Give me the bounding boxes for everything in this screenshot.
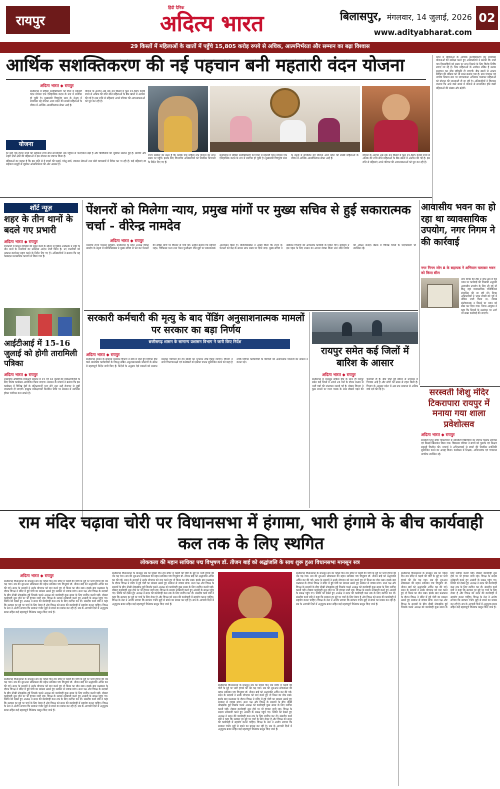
- residential-deck: नगर निगम जोन 8 के सहायक ने अभियान चलाकर भवन को किया सील: [421, 266, 496, 275]
- lead-photo-left: [148, 86, 208, 152]
- lead-body-col3: [6, 152, 146, 192]
- left-story2-byline: अदित्य भारत ◆ रायपुर: [4, 372, 38, 377]
- website[interactable]: www.adityabharat.com: [373, 28, 472, 37]
- divider: [82, 200, 83, 520]
- lead-headline: आर्थिक सशक्तिकरण की नई पहचान बनी महतारी वंदन योजना: [6, 56, 405, 76]
- pension-headline: पेंशनरों को मिलेगा न्याय, प्रमुख मांगों पर मुख्य सचिव से हुई सकारात्मक चर्चा - वीरेन्द्र नामदेव: [86, 202, 411, 233]
- lead-para: छत्तीसगढ़ में महिला सशक्तिकरण को दिशा में महतारी वंदन योजना एक ऐतिहासिक कदम के रूप में स्थापित हो चुकी है। मुख्यमंत्री विष्णुदेव साय के नेतृत्व में संचालित यह योजना आज प्रदेश की लाखों महिलाओं के जीवन में आर्थिक आत्मविश्वास लेकर आई है।: [219, 154, 359, 161]
- pension-byline: अदित्य भारत ◆ रायपुर: [110, 238, 144, 243]
- residential-headline: आवासीय भवन का हो रहा था व्यावसायिक उपयोग, नगर निगम ने की कार्रवाई: [421, 202, 496, 248]
- lead-para: छत्तीसगढ़ में महिला सशक्तिकरण को दिशा में महतारी वंदन योजना एक ऐतिहासिक कदम के रूप में स्थापित हो चुकी है। मुख्यमंत्री विष्णुदेव साय के नेतृत्व में संचालित यह योजना आज प्रदेश की लाखों महिलाओं के जीवन में आर्थिक आत्मविश्वास लेकर आई है।: [30, 90, 82, 107]
- left-story2-body: शासकीय औद्योगिक प्रशिक्षण संस्थान में 15 एवं 16 जुलाई को प्रशिक्षणार्थियों के लिए विशेष कार्यक्रम आयोजित किया जाएगा। संस्थान के प्राचार्य ने बताया कि इस कार्यक्रम में विभिन्न ट्रेडों के प्रशिक्षणार्थी भाग लेंगे तथा उन्हें रोजगार से जुड़ी जानकारी दी जाएगी। इच्छुक प्रशिक्षणार्थी निर्धारित तिथि पर संस्थान में उपस्थित होकर पंजीयन करा सकते हैं।: [4, 378, 80, 395]
- govt-deck: छत्तीसगढ़ शासन के सामान्य प्रशासन विभाग ने जारी किए निर्देश: [100, 339, 290, 349]
- assembly-headline: राम मंदिर चढ़ावा चोरी पर विधानसभा में हंगामा, भारी हंगामे के बीच कार्यवाही कल तक के लिए स्थगित: [19, 513, 483, 553]
- pension-body: भारतीय राज्य पेंशनर्स महासंघ, छत्तीसगढ़ के प्रदेश अध्यक्ष वीरेन्द्र नामदेव के नेतृत्व में प्रतिनिधिमंडल ने मुख्य सचिव से भेंट कर पेंशनरों की लंबित मांगों पर विस्तार से चर्चा की। उन्होंने बताया कि महंगाई राहत, चिकित्सा भत्ता तथा पेंशन पुनरीक्षण जैसे मुद्दों पर सकारात्मक आश्वासन मिला है। प्रतिनिधिमंडल ने आग्रह किया कि राज्य के पेंशनरों को केंद्र के समान लाभ समय पर दिया जाए। मुख्य सचिव ने संबंधित विभागों को आवश्यक कार्रवाई के निर्देश दिए। महासंघ ने इस पहल के लिए शासन का आभार व्यक्त किया तथा शीघ्र निर्णय की अपेक्षा जताई। बैठक में विभिन्न जिलों के पदाधिकारी भी उपस्थित रहे।: [86, 244, 416, 251]
- page-number: 02: [476, 6, 498, 30]
- left-story1-body: राजधानी में कानून व्यवस्था को सुदृढ़ करने के उद्देश्य से पुलिस अधीक्षक ने शहर के तीन थानों के प्रभारियों का तबादला आदेश जारी किया है। नए प्रभारियों को तत्काल कार्यभार ग्रहण करने के निर्देश दिए गए हैं। अधिकारियों ने बताया कि यह फेरबदल प्रशासनिक कारणों से किया गया है।: [4, 245, 80, 259]
- assembly-body-col5: छत्तीसगढ़ विधानसभा के मानसून सत्र का पहला दिन राम मंदिर में चढ़ावे की चोरी के मुद्दे पर भारी हंगामे की भेंट चढ़ गया। सत्र की शुरुआत लोककला की महान साधिका पद्म विभूषण डॉ. तीजन बाई को श्रद्धांजलि अर्पित कर की गई। सदन के सदस्यों ने उनके योगदान को याद करते हुए दो मिनट का मौन रखा। इसके बाद प्रश्नकाल के दौरान विपक्ष ने मंदिर में हुई चोरी का मामला उठाते हुए सरकार से जवाब मांगा। सत्ता पक्ष और विपक्ष के सदस्यों के बीच तीखी नोकझोंक हुई जिसके चलते अध्यक्ष को कार्यवाही कुछ समय के लिए स्थगित करनी पड़ी। दोबारा कार्यवाही शुरू होने पर भी हंगामा जारी रहा। विपक्ष के सदस्य नारेबाजी करते हुए आसंदी के समक्ष पहुंच गए। स्थिति को देखते हुए अध्यक्ष ने सदन की कार्यवाही कल तक के लिए स्थगित कर दी। संसदीय कार्य मंत्री ने कहा कि सरकार हर मुद्दे पर चर्चा के लिए तैयार है और विपक्ष को सदन की कार्यवाही में सहयोग करना चाहिए। विपक्ष के नेता ने आरोप लगाया कि सरकार गंभीर मुद्दों से बचने का प्रयास कर रही है। सत्र के आगामी दिनों में अनुपूरक बजट सहित कई महत्वपूर्ण विधेयक प्रस्तुत किए जाने हैं।: [296, 572, 396, 606]
- rain-byline: अदित्य भारत ◆ रायपुर: [322, 372, 356, 377]
- assembly-body-col3: छत्तीसगढ़ विधानसभा के मानसून सत्र का पहला दिन राम मंदिर में चढ़ावे की चोरी के मुद्दे पर भारी हंगामे की भेंट चढ़ गया। सत्र की शुरुआत लोककला की महान साधिका पद्म विभूषण डॉ. तीजन बाई को श्रद्धांजलि अर्पित कर की गई। सदन के सदस्यों ने उनके योगदान को याद करते हुए दो मिनट का मौन रखा। इसके बाद प्रश्नकाल के दौरान विपक्ष ने मंदिर में हुई चोरी का मामला उठाते हुए सरकार से जवाब मांगा। सत्ता पक्ष और विपक्ष के सदस्यों के बीच तीखी नोकझोंक हुई जिसके चलते अध्यक्ष को कार्यवाही कुछ समय के लिए स्थगित करनी पड़ी। दोबारा कार्यवाही शुरू होने पर भी हंगामा जारी रहा। विपक्ष के सदस्य नारेबाजी करते हुए आसंदी के समक्ष पहुंच गए। स्थिति को देखते हुए अध्यक्ष ने सदन की कार्यवाही कल तक के लिए स्थगित कर दी। संसदीय कार्य मंत्री ने कहा कि सरकार हर मुद्दे पर चर्चा के लिए तैयार है और विपक्ष को सदन की कार्यवाही में सहयोग करना चाहिए। विपक्ष के नेता ने आरोप लगाया कि सरकार गंभीर मुद्दों से बचने का प्रयास कर रही है। सत्र के आगामी दिनों में अनुपूरक बजट सहित कई महत्वपूर्ण विधेयक प्रस्तुत किए जाने हैं।: [112, 572, 214, 606]
- divider: [309, 312, 310, 508]
- divider: [420, 386, 500, 387]
- short-news-label: शॉर्ट न्यूज़: [4, 203, 78, 213]
- lead-byline: अदित्य भारत ◆ रायपुर: [40, 83, 74, 88]
- residential-photo: [421, 278, 459, 308]
- rain-photo: [312, 312, 418, 344]
- lead-body-col2: [85, 90, 145, 140]
- assembly-body-col6: छत्तीसगढ़ विधानसभा के मानसून सत्र का पहला दिन राम मंदिर में चढ़ावे की चोरी के मुद्दे पर भारी हंगामे की भेंट चढ़ गया। सत्र की शुरुआत लोककला की महान साधिका पद्म विभूषण डॉ. तीजन बाई को श्रद्धांजलि अर्पित कर की गई। सदन के सदस्यों ने उनके योगदान को याद करते हुए दो मिनट का मौन रखा। इसके बाद प्रश्नकाल के दौरान विपक्ष ने मंदिर में हुई चोरी का मामला उठाते हुए सरकार से जवाब मांगा। सत्ता पक्ष और विपक्ष के सदस्यों के बीच तीखी नोकझोंक हुई जिसके चलते अध्यक्ष को कार्यवाही कुछ समय के लिए स्थगित करनी पड़ी। दोबारा कार्यवाही शुरू होने पर भी हंगामा जारी रहा। विपक्ष के सदस्य नारेबाजी करते हुए आसंदी के समक्ष पहुंच गए। स्थिति को देखते हुए अध्यक्ष ने सदन की कार्यवाही कल तक के लिए स्थगित कर दी। संसदीय कार्य मंत्री ने कहा कि सरकार हर मुद्दे पर चर्चा के लिए तैयार है और विपक्ष को सदन की कार्यवाही में सहयोग करना चाहिए। विपक्ष के नेता ने आरोप लगाया कि सरकार गंभीर मुद्दों से बचने का प्रयास कर रही है। सत्र के आगामी दिनों में अनुपूरक बजट सहित कई महत्वपूर्ण विधेयक प्रस्तुत किए जाने हैं।: [401, 572, 497, 610]
- lead-para: योजना के अंतर्गत अब तक 29 किस्तों में कुल 15,805 करोड़ रुपये से अधिक की राशि सीधे महिलाओं के बैंक खातों में अंतरित की गई है। इस राशि से महिलाएं अपने परिवार की आवश्यकताओं को पूरा कर रही हैं।: [85, 90, 145, 104]
- logo-text: अदित्य भारत: [160, 11, 264, 37]
- city-name: बिलासपुर,: [339, 10, 382, 23]
- residential-body: नगर निगम की टीम ने जोन क्षेत्र में ऐसे भवन पर कार्रवाई की जिसकी अनुमति आवासीय उपयोग के लिए ली गई थी किंतु वहां व्यावसायिक गतिविधियां संचालित की जा रही थीं। निगम अधिकारियों ने भवन स्वामी को पूर्व में नोटिस जारी किया था, जवाब संतोषजनक न मिलने पर भवन को सील कर दिया गया। निगम आयुक्त ने कहा कि नियमों के उल्लंघन पर आगे भी सख्त कार्रवाई की जाएगी।: [461, 278, 497, 316]
- right-top-para: प्रदेश में महिलाओं के आर्थिक सशक्तिकरण हेतु संचालित योजनाओं की समीक्षा करते हुए अधिकारियों ने बताया कि सभी पात्र हितग्राहियों को समय पर लाभ दिलाने के लिए विशेष शिविर लगाए जा रहे हैं। जिन महिलाओं के आवेदन लंबित हैं उनका सत्यापन कर शीघ्र स्वीकृति दी जाएगी। बैंक खातों से आधार लिंकिंग की प्रक्रिया को भी सरल बनाया गया है। ग्राम पंचायत एवं नगरीय निकाय स्तर पर जागरूकता अभियान चलाकर महिलाओं को योजना की जानकारी दी जा रही है। अधिकारियों ने विश्वास जताया कि आने वाले समय में योजना से लाभान्वित होने वाली महिलाओं की संख्या और बढ़ेगी।: [436, 56, 496, 90]
- lead-body-col4: [148, 154, 430, 194]
- school-story-headline: सरस्वती शिशु मंदिर टिकरापारा रायपुर में मनाया गया शाला प्रवेशोत्सव: [428, 388, 490, 430]
- divider: [419, 200, 420, 385]
- issue-date: मंगलवार, 14 जुलाई, 2026: [386, 13, 472, 22]
- lead-para: योजना के अंतर्गत अब तक 29 किस्तों में कुल 15,805 करोड़ रुपये से अधिक की राशि सीधे महिलाओं के बैंक खातों में अंतरित की गई है। इस राशि से महिलाएं अपने परिवार की आवश्यकताओं को पूरा कर रही हैं।: [362, 154, 430, 164]
- assembly-body-col4: छत्तीसगढ़ विधानसभा के मानसून सत्र का पहला दिन राम मंदिर में चढ़ावे की चोरी के मुद्दे पर भारी हंगामे की भेंट चढ़ गया। सत्र की शुरुआत लोककला की महान साधिका पद्म विभूषण डॉ. तीजन बाई को श्रद्धांजलि अर्पित कर की गई। सदन के सदस्यों ने उनके योगदान को याद करते हुए दो मिनट का मौन रखा। इसके बाद प्रश्नकाल के दौरान विपक्ष ने मंदिर में हुई चोरी का मामला उठाते हुए सरकार से जवाब मांगा। सत्ता पक्ष और विपक्ष के सदस्यों के बीच तीखी नोकझोंक हुई जिसके चलते अध्यक्ष को कार्यवाही कुछ समय के लिए स्थगित करनी पड़ी। दोबारा कार्यवाही शुरू होने पर भी हंगामा जारी रहा। विपक्ष के सदस्य नारेबाजी करते हुए आसंदी के समक्ष पहुंच गए। स्थिति को देखते हुए अध्यक्ष ने सदन की कार्यवाही कल तक के लिए स्थगित कर दी। संसदीय कार्य मंत्री ने कहा कि सरकार हर मुद्दे पर चर्चा के लिए तैयार है और विपक्ष को सदन की कार्यवाही में सहयोग करना चाहिए। विपक्ष के नेता ने आरोप लगाया कि सरकार गंभीर मुद्दों से बचने का प्रयास कर रही है। सत्र के आगामी दिनों में अनुपूरक बजट सहित कई महत्वपूर्ण विधेयक प्रस्तुत किए जाने हैं।: [218, 684, 292, 732]
- left-story2-headline: आईटीआई में 15-16 जुलाई को होगी तारामिली पत्रिका: [4, 338, 78, 368]
- divider: [84, 310, 418, 311]
- lead-divider: [6, 79, 426, 80]
- assembly-body-col2: छत्तीसगढ़ विधानसभा के मानसून सत्र का पहला दिन राम मंदिर में चढ़ावे की चोरी के मुद्दे पर भारी हंगामे की भेंट चढ़ गया। सत्र की शुरुआत लोककला की महान साधिका पद्म विभूषण डॉ. तीजन बाई को श्रद्धांजलि अर्पित कर की गई। सदन के सदस्यों ने उनके योगदान को याद करते हुए दो मिनट का मौन रखा। इसके बाद प्रश्नकाल के दौरान विपक्ष ने मंदिर में हुई चोरी का मामला उठाते हुए सरकार से जवाब मांगा। सत्ता पक्ष और विपक्ष के सदस्यों के बीच तीखी नोकझोंक हुई जिसके चलते अध्यक्ष को कार्यवाही कुछ समय के लिए स्थगित करनी पड़ी। दोबारा कार्यवाही शुरू होने पर भी हंगामा जारी रहा। विपक्ष के सदस्य नारेबाजी करते हुए आसंदी के समक्ष पहुंच गए। स्थिति को देखते हुए अध्यक्ष ने सदन की कार्यवाही कल तक के लिए स्थगित कर दी। संसदीय कार्य मंत्री ने कहा कि सरकार हर मुद्दे पर चर्चा के लिए तैयार है और विपक्ष को सदन की कार्यवाही में सहयोग करना चाहिए। विपक्ष के नेता ने आरोप लगाया कि सरकार गंभीर मुद्दों से बचने का प्रयास कर रही है। सत्र के आगामी दिनों में अनुपूरक बजट सहित कई महत्वपूर्ण विधेयक प्रस्तुत किए जाने हैं।: [4, 678, 108, 712]
- lead-para: हर माह एक हजार रुपये की सहायता राशि सीधे लाभार्थियों तक पहुँचने से पारदर्शिता बढ़ी है और बिचौलियों की भूमिका समाप्त हुई है। ग्रामीण और शहरी दोनों क्षेत्रों की महिलाओं ने इस योजना का स्वागत किया है।: [6, 152, 146, 159]
- lead-photo-right: [362, 86, 430, 152]
- govt-body: छत्तीसगढ़ शासन के सामान्य प्रशासन विभाग ने सेवा में रहते हुए दिवंगत होने वाले शासकीय कर्मचारियों के विरुद्ध लंबित अनुशासनात्मक प्रकरणों के संबंध में महत्वपूर्ण निर्देश जारी किए हैं। निर्देशों के अनुसार ऐसे मामलों को समाप्त मानकर परिजनों को देय स्वत्वों का भुगतान शीघ्र किया जाएगा। विभाग ने सभी विभागाध्यक्षों एवं कलेक्टरों को इसका पालन सुनिश्चित करने को कहा है ताकि दिवंगत कर्मचारियों के परिवारों को अनावश्यक परेशानी का सामना न करना पड़े।: [86, 358, 308, 368]
- lead-para: महिलाओं का कहना है कि इस राशि से वे बच्चों की पढ़ाई, घरेलू खर्च, स्वास्थ्य सेवाओं तथा छोटे व्यवसायों में निवेश कर पा रही हैं। कई महिलाएं स्व सहायता समूहों से जुड़कर आत्मनिर्भरता की ओर अग्रसर हैं।: [6, 159, 146, 167]
- assembly-byline: अदित्य भारत ◆ रायपुर: [20, 573, 54, 578]
- assembly-photo-building: [4, 628, 108, 676]
- school-story-body: सरस्वती शिशु मंदिर टिकरापारा में नवप्रवेशी विद्यार्थियों का स्वागत तिलक लगाकर एवं मिठाई खिलाकर किया गया। विद्यालय परिवार ने बच्चों को पुस्तकें एवं शिक्षण सामग्री वितरित की। प्राचार्य ने अभिभावकों से बच्चों की नियमित उपस्थिति सुनिश्चित करने का आग्रह किया। कार्यक्रम में शिक्षक, अभिभावक एवं गणमान्य नागरिक उपस्थित रहे।: [421, 439, 497, 456]
- govt-headline: सरकारी कर्मचारी की मृत्यु के बाद पेंडिंग अनुसाशनात्मक मामलों पर सरकार का बड़ा निर्णय: [87, 313, 305, 336]
- logo: [150, 4, 300, 36]
- right-top-body: [436, 56, 496, 204]
- govt-byline: अदित्य भारत ◆ रायपुर: [86, 352, 120, 357]
- divider: [398, 572, 399, 786]
- lead-tag: योजना: [6, 140, 46, 150]
- left-story1-headline: शहर के तीन थानों के बदले गए प्रभारी: [4, 215, 73, 236]
- divider: [432, 55, 433, 205]
- dateline: [340, 5, 472, 37]
- rain-headline: रायपुर समेत कई जिलों में बारिश के आसार: [321, 346, 409, 369]
- logo-sub: हिंदी दैनिक: [168, 5, 185, 10]
- assembly-body-col1: छत्तीसगढ़ विधानसभा के मानसून सत्र का पहला दिन राम मंदिर में चढ़ावे की चोरी के मुद्दे पर भारी हंगामे की भेंट चढ़ गया। सत्र की शुरुआत लोककला की महान साधिका पद्म विभूषण डॉ. तीजन बाई को श्रद्धांजलि अर्पित कर की गई। सदन के सदस्यों ने उनके योगदान को याद करते हुए दो मिनट का मौन रखा। इसके बाद प्रश्नकाल के दौरान विपक्ष ने मंदिर में हुई चोरी का मामला उठाते हुए सरकार से जवाब मांगा। सत्ता पक्ष और विपक्ष के सदस्यों के बीच तीखी नोकझोंक हुई जिसके चलते अध्यक्ष को कार्यवाही कुछ समय के लिए स्थगित करनी पड़ी। दोबारा कार्यवाही शुरू होने पर भी हंगामा जारी रहा। विपक्ष के सदस्य नारेबाजी करते हुए आसंदी के समक्ष पहुंच गए। स्थिति को देखते हुए अध्यक्ष ने सदन की कार्यवाही कल तक के लिए स्थगित कर दी। संसदीय कार्य मंत्री ने कहा कि सरकार हर मुद्दे पर चर्चा के लिए तैयार है और विपक्ष को सदन की कार्यवाही में सहयोग करना चाहिए। विपक्ष के नेता ने आरोप लगाया कि सरकार गंभीर मुद्दों से बचने का प्रयास कर रही है। सत्र के आगामी दिनों में अनुपूरक बजट सहित कई महत्वपूर्ण विधेयक प्रस्तुत किए जाने हैं।: [4, 580, 108, 614]
- school-story-byline: अदित्य भारत ◆ रायपुर: [421, 432, 455, 437]
- section-tab: रायपुर: [6, 6, 70, 34]
- assembly-subbanner: लोककला की महान साधिका पद्म विभूषण डॉ. तीजन बाई को श्रद्धांजलि के साथ शुरू हुआ विधानसभा मानसून सत्र: [0, 558, 500, 569]
- divider: [0, 510, 500, 511]
- top-banner: 29 किस्तों में महिलाओं के खातों में पहुँचे 15,805 करोड़ रुपये से अधिक, आत्मनिर्भरता और सम्मान का बढ़ा विश्वास: [0, 42, 500, 53]
- lead-body-col1: [30, 90, 82, 140]
- lead-photo-center: [210, 86, 360, 152]
- divider: [0, 197, 432, 198]
- left-story1-byline: अदित्य भारत ◆ रायपुर: [4, 239, 38, 244]
- school-story-block: [421, 388, 497, 508]
- rain-body: छत्तीसगढ़ में मानसून सक्रिय होने के साथ ही रायपुर समेत कई जिलों में अगले 24 घंटों के दौरान मध्यम से भारी वर्षा की संभावना जताई गई है। मौसम विभाग ने कुछ स्थानों पर गरज चमक के साथ बौछारें पड़ने की चेतावनी दी है। बीते दिनों हुई बारिश से तापमान में गिरावट आई है और लोगों को उमस से राहत मिली है। विभाग के अनुसार प्रदेश में अब तक सामान्य से अधिक वर्षा दर्ज की गई है।: [312, 378, 418, 392]
- left-story2-photo: [4, 308, 80, 336]
- masthead: [0, 0, 500, 40]
- lead-para: राज्य सरकार का लक्ष्य है कि प्रत्येक पात्र महिला तक योजना का लाभ समय पर पहुँचे। इसके लिए विभागीय अधिकारियों को नियमित निगरानी के निर्देश दिए गए हैं।: [148, 154, 216, 164]
- assembly-photo-tijan: [218, 572, 292, 682]
